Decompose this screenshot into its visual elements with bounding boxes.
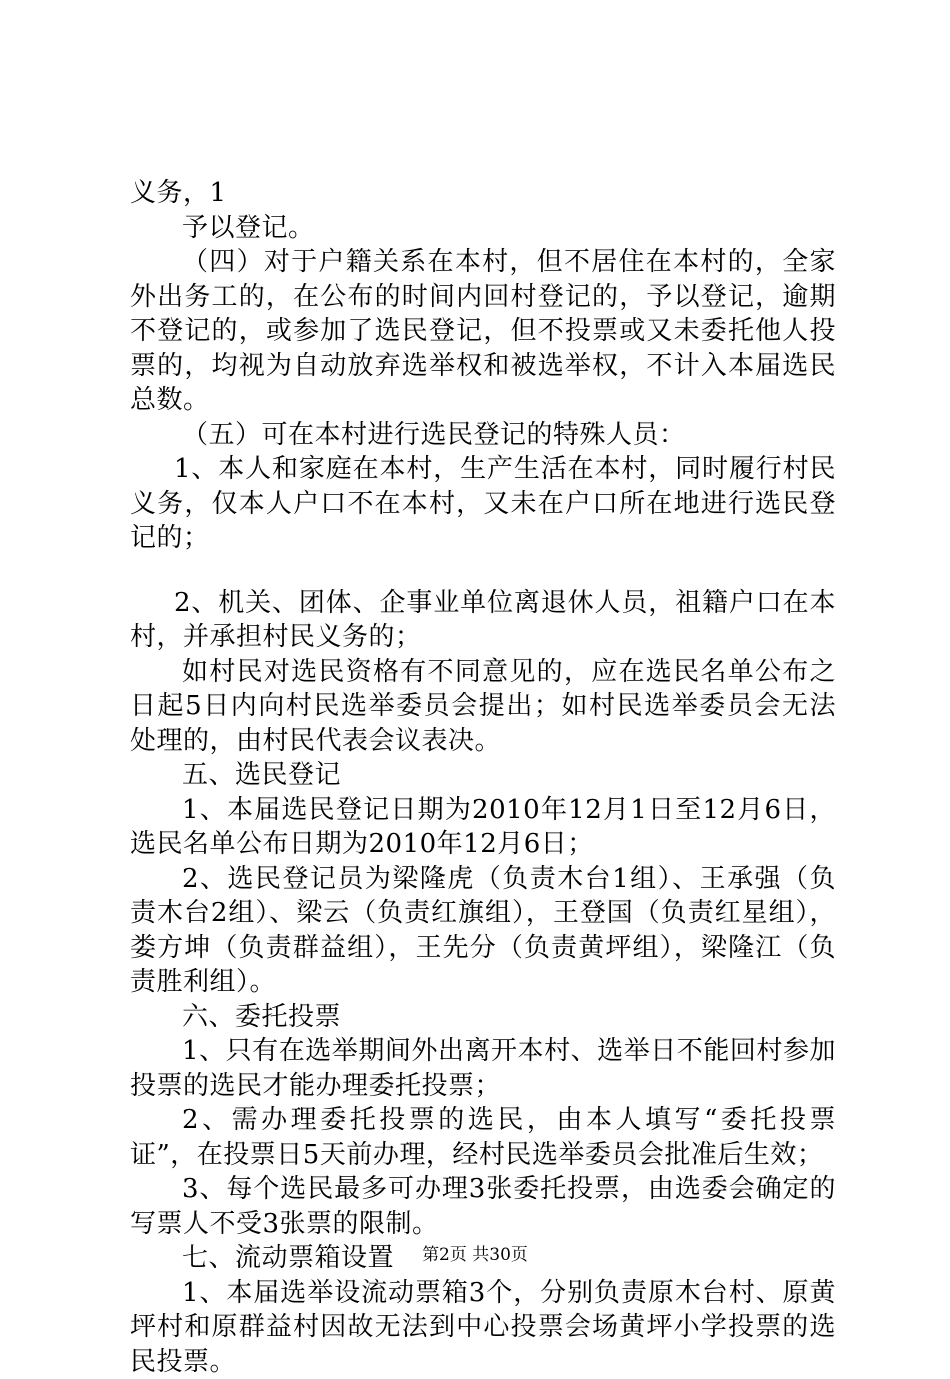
paragraph-proxy-2: 2、需办理委托投票的选民，由本人填写“委托投票证”，在投票日5天前办理，经村民选举委员会批准后生效； — [130, 1103, 836, 1172]
section-heading-proxy-voting: 六、委托投票 — [130, 1000, 836, 1035]
paragraph-registration-staff: 2、选民登记员为梁隆虎（负责木台1组）、王承强（负责木台2组）、梁云（负责红旗组），王登国（负责红星组），娄方坤（负责群益组），王先分（负责黄坪组），梁隆江（负责胜利组）。 — [130, 862, 836, 1000]
paragraph-continuation: 义务，1 — [130, 176, 836, 211]
page-number-footer: 第2页 共30页 — [0, 1244, 950, 1266]
paragraph-objection: 如村民对选民资格有不同意见的，应在选民名单公布之日起5日内向村民选举委员会提出；如村民选举委员会无法处理的，由村民代表会议表决。 — [130, 655, 836, 759]
paragraph-item-5-heading: （五）可在本村进行选民登记的特殊人员： — [130, 418, 836, 453]
paragraph-proxy-3: 3、每个选民最多可办理3张委托投票，由选委会确定的写票人不受3张票的限制。 — [130, 1172, 836, 1241]
document-body — [130, 176, 836, 1379]
paragraph-special-2: 2、机关、团体、企事业单位离退休人员，祖籍户口在本村，并承担村民义务的； — [130, 586, 836, 655]
paragraph-mobile-ballot-1: 1、本届选举设流动票箱3个，分别负责原木台村、原黄坪村和原群益村因故无法到中心投票会场黄坪小学投票的选民投票。 — [130, 1276, 836, 1379]
paragraph-proxy-1: 1、只有在选举期间外出离开本村、选举日不能回村参加投票的选民才能办理委托投票； — [130, 1034, 836, 1103]
blank-line — [130, 556, 836, 586]
paragraph-registration-dates: 1、本届选民登记日期为2010年12月1日至12月6日，选民名单公布日期为2010年12月6日； — [130, 793, 836, 862]
paragraph-register: 予以登记。 — [130, 211, 836, 246]
section-heading-voter-registration: 五、选民登记 — [130, 758, 836, 793]
paragraph-item-4: （四）对于户籍关系在本村，但不居住在本村的，全家外出务工的，在公布的时间内回村登记的，予以登记，逾期不登记的，或参加了选民登记，但不投票或又未委托他人投票的，均视为自动放弃选举权和被选举权，不计入本届选民总数。 — [130, 245, 836, 418]
section-heading-mobile-ballot-box: 七、流动票箱设置 — [130, 1241, 836, 1276]
paragraph-special-1: 1、本人和家庭在本村，生产生活在本村，同时履行村民义务，仅本人户口不在本村，又未在户口所在地进行选民登记的； — [130, 452, 836, 556]
